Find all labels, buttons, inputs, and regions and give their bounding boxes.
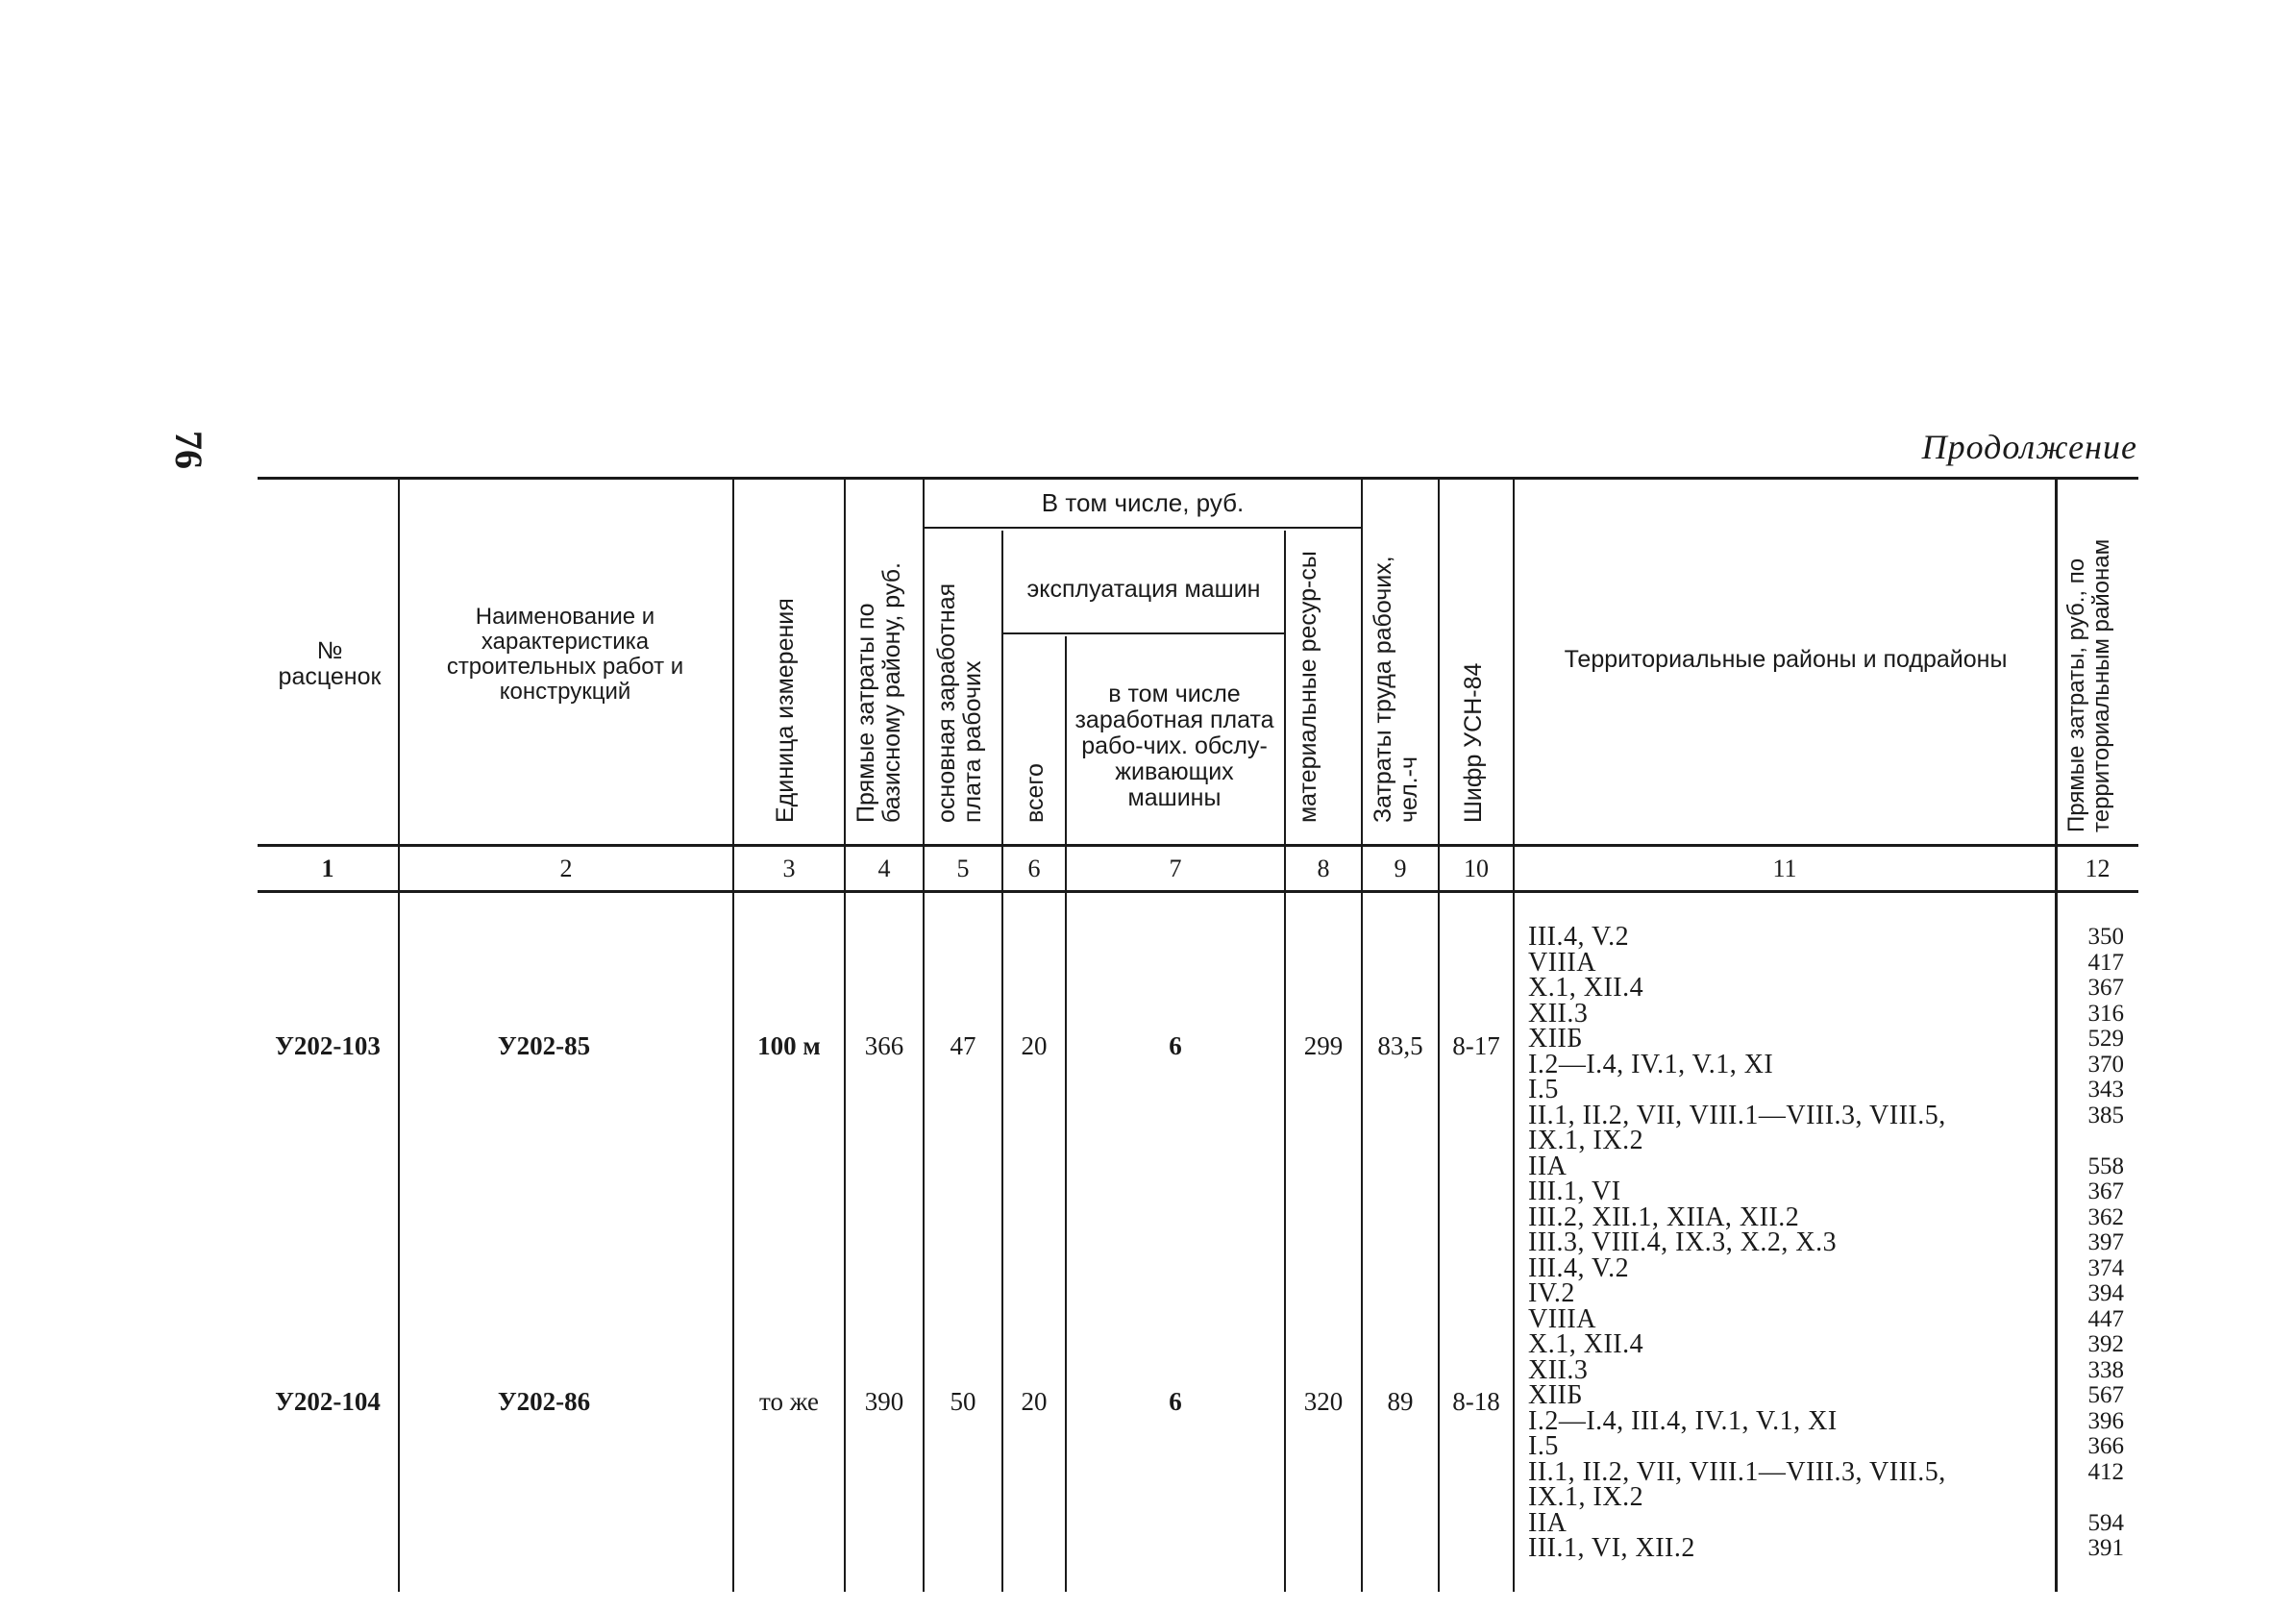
region-entry: VIIIA [1528, 1303, 1596, 1334]
region-price: 374 [2087, 1254, 2124, 1281]
region-entry: III.3, VIII.4, IX.3, X.2, X.3 [1528, 1227, 1838, 1257]
row-machines-wages: 6 [1169, 1386, 1182, 1416]
region-price: 367 [2087, 975, 2124, 1001]
colnum-3: 3 [782, 855, 796, 882]
header-col9: Затраты труда рабочих, чел.-ч [1370, 556, 1422, 823]
table-top-rule [258, 477, 2138, 480]
region-price: 558 [2087, 1152, 2124, 1179]
header-col4: Прямые затраты по базисному району, руб. [852, 562, 905, 823]
region-entry: XII.3 [1528, 998, 1589, 1029]
region-price: 391 [2087, 1535, 2124, 1561]
region-entry: XIIБ [1528, 1380, 1583, 1410]
region-entry: III.4, V.2 [1528, 922, 1630, 952]
row-labor: 89 [1387, 1386, 1414, 1416]
header-col5: основная заработная плата рабочих [933, 582, 986, 823]
region-entry: III.1, VI, XII.2 [1528, 1533, 1695, 1563]
group-main-rule [925, 527, 1361, 529]
colnum-2: 2 [559, 855, 573, 882]
header-col11: Территориальные районы и подрайоны [1564, 645, 2008, 673]
regions-list [1528, 922, 2047, 1563]
row-wages: 50 [950, 1386, 976, 1416]
region-price: 392 [2087, 1331, 2124, 1357]
row-unit: 100 м [757, 1030, 821, 1060]
region-price: 447 [2087, 1305, 2124, 1332]
row-cipher: 8-17 [1452, 1030, 1500, 1060]
region-price: 412 [2087, 1458, 2124, 1485]
region-entry: I.2—I.4, III.4, IV.1, V.1, XI [1528, 1405, 1838, 1436]
group-machines-rule [1003, 632, 1284, 634]
colnum-6: 6 [1027, 855, 1041, 882]
region-entry: VIIIA [1528, 947, 1596, 978]
colnum-bottom-rule [258, 890, 2138, 893]
region-entry: X.1, XII.4 [1528, 1329, 1644, 1359]
region-entry: XIIБ [1528, 1024, 1583, 1053]
colnum-12: 12 [2085, 855, 2111, 882]
col-divider [1065, 636, 1067, 1592]
region-entry: IX.1, IX.2 [1528, 1482, 1644, 1512]
rates-table [258, 477, 2138, 1592]
region-entry: IV.2 [1528, 1278, 1575, 1308]
row-labor: 83,5 [1377, 1030, 1423, 1060]
col-divider [1513, 477, 1515, 1592]
page-number: 76 [167, 431, 210, 469]
row-name: У202-86 [497, 1386, 591, 1416]
continuation-label: Продолжение [1921, 428, 2137, 466]
region-price: 567 [2087, 1382, 2124, 1408]
region-entry: XII.3 [1528, 1354, 1589, 1385]
region-price: 396 [2087, 1407, 2124, 1434]
colnum-7: 7 [1169, 855, 1182, 882]
row-code: У202-103 [275, 1030, 381, 1060]
row-machines-total: 20 [1021, 1386, 1048, 1416]
row-wages: 47 [950, 1030, 976, 1060]
colnum-5: 5 [956, 855, 970, 882]
region-price: 397 [2087, 1229, 2124, 1255]
row-materials: 299 [1303, 1030, 1344, 1060]
header-col3: Единица измерения [772, 598, 799, 823]
region-price: 529 [2087, 1026, 2124, 1052]
row-code: У202-104 [275, 1386, 381, 1416]
region-price: 350 [2087, 924, 2124, 950]
row-materials: 320 [1303, 1386, 1344, 1416]
colnum-9: 9 [1394, 855, 1407, 882]
region-price: 417 [2087, 949, 2124, 976]
region-price: 362 [2087, 1203, 2124, 1230]
row-direct-cost: 366 [864, 1030, 904, 1060]
region-price: 385 [2087, 1102, 2124, 1128]
header-col7: в том числе заработная плата рабо-чих. обслу-живающих машины [1074, 680, 1274, 811]
region-entry: III.4, V.2 [1528, 1252, 1630, 1283]
header-group-machines: эксплуатация машин [1026, 575, 1261, 603]
region-entry: I.5 [1528, 1431, 1559, 1461]
header-col12: Прямые затраты, руб., по территориальным районам [2063, 538, 2114, 832]
region-price: 370 [2087, 1051, 2124, 1078]
region-entry: IIA [1528, 1151, 1568, 1181]
header-bottom-rule [258, 844, 2138, 847]
region-entry: II.1, II.2, VII, VIII.1—VIII.3, VIII.5, [1528, 1456, 1946, 1487]
region-price [2064, 1485, 2124, 1511]
region-price: 316 [2087, 1000, 2124, 1027]
colnum-11: 11 [1772, 855, 1797, 882]
colnum-4: 4 [877, 855, 891, 882]
header-col2: Наименование и характеристика строительных работ и конструкций [446, 604, 684, 705]
region-price: 343 [2087, 1077, 2124, 1103]
region-price: 366 [2087, 1433, 2124, 1459]
row-direct-cost: 390 [864, 1386, 904, 1416]
region-entry: I.2—I.4, IV.1, V.1, XI [1528, 1049, 1774, 1079]
header-col8: материальные ресур-сы [1295, 551, 1321, 823]
colnum-8: 8 [1317, 855, 1330, 882]
region-entry: III.2, XII.1, XIIA, XII.2 [1528, 1202, 1800, 1232]
row-cipher: 8-18 [1452, 1386, 1500, 1416]
row-name: У202-85 [497, 1030, 591, 1060]
region-prices-list [2064, 925, 2124, 1562]
region-price [2064, 1128, 2124, 1154]
region-entry: X.1, XII.4 [1528, 973, 1644, 1003]
colnum-1: 1 [321, 855, 334, 882]
region-entry: IIA [1528, 1507, 1568, 1538]
region-price: 338 [2087, 1356, 2124, 1383]
header-col6: всего [1022, 763, 1049, 823]
region-entry: II.1, II.2, VII, VIII.1—VIII.3, VIII.5, [1528, 1100, 1946, 1130]
region-entry: I.5 [1528, 1075, 1559, 1104]
region-entry: III.1, VI [1528, 1177, 1621, 1206]
row-machines-total: 20 [1021, 1030, 1048, 1060]
region-price: 367 [2087, 1178, 2124, 1204]
col-divider [2055, 477, 2058, 1592]
header-col1: № расценок [278, 637, 382, 690]
header-group-main: В том числе, руб. [1041, 487, 1245, 517]
region-price: 394 [2087, 1280, 2124, 1306]
header-col10: Шифр УСН-84 [1460, 662, 1487, 823]
row-machines-wages: 6 [1169, 1030, 1182, 1060]
colnum-10: 10 [1464, 855, 1489, 882]
region-price: 594 [2087, 1509, 2124, 1536]
row-unit: то же [759, 1386, 819, 1416]
region-entry: IX.1, IX.2 [1528, 1126, 1644, 1155]
